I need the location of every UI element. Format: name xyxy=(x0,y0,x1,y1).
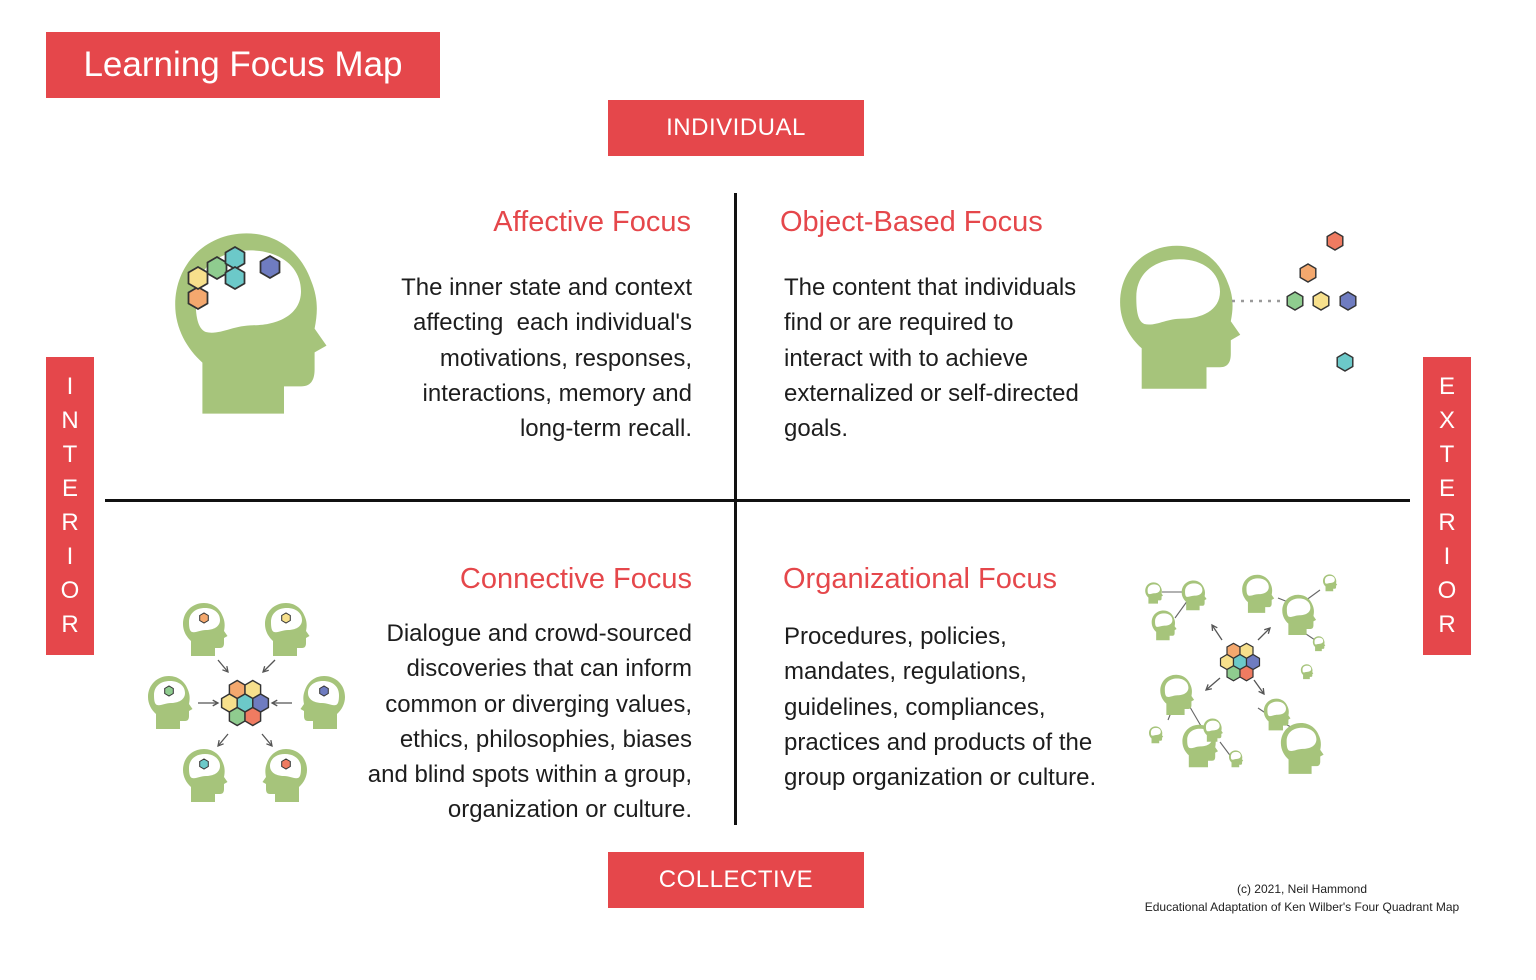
head-icon xyxy=(301,676,346,729)
head-icon xyxy=(1282,595,1316,635)
head-viewing-external-hexagons-icon xyxy=(1110,225,1370,390)
head-icon xyxy=(183,603,228,656)
head-icon xyxy=(1229,750,1243,767)
description-line: The inner state and context xyxy=(401,274,692,301)
description-line: affecting each individual's xyxy=(413,309,692,337)
head-icon xyxy=(263,749,308,802)
exterior-letter: E xyxy=(1438,475,1455,502)
organizational-focus-description xyxy=(784,619,1096,795)
hexagon-shape xyxy=(1313,292,1329,310)
interior-letter: N xyxy=(61,407,79,434)
head-icon xyxy=(1120,246,1240,389)
object-based-focus-description xyxy=(784,270,1079,446)
hexagon-shape xyxy=(200,759,209,769)
hexagon-shape xyxy=(1227,666,1240,681)
head-icon xyxy=(1313,636,1325,651)
description-line: externalized or self-directed xyxy=(784,379,1079,407)
hexagon-shape xyxy=(189,287,208,309)
individual-label: INDIVIDUAL xyxy=(608,100,864,156)
hexagon-shape xyxy=(208,257,227,279)
exterior-letter: T xyxy=(1439,441,1455,468)
description-line: motivations, responses, xyxy=(439,344,692,372)
affective-focus-title: Affective Focus xyxy=(493,206,691,238)
head-icon xyxy=(1149,726,1163,743)
head-icon xyxy=(1281,723,1324,774)
hexagon-shape xyxy=(200,613,209,623)
exterior-letter: R xyxy=(1438,509,1456,536)
credit-line-2: Educational Adaptation of Ken Wilber's Four Quadrant Map xyxy=(1144,900,1460,914)
hexagon-shape xyxy=(1240,666,1253,681)
hexagon-shape xyxy=(282,759,291,769)
interior-letter: T xyxy=(62,441,78,468)
description-line: interact with to achieve xyxy=(784,344,1029,372)
arrow-line xyxy=(1206,678,1220,690)
description-line: organization or culture. xyxy=(447,796,692,824)
description-line: interactions, memory and xyxy=(422,379,692,407)
network-link xyxy=(1175,600,1188,618)
description-line: practices and products of the xyxy=(784,728,1093,756)
description-line: The content that individuals xyxy=(784,274,1077,301)
description-line: Dialogue and crowd-sourced xyxy=(386,620,692,647)
exterior-letter: I xyxy=(1443,543,1451,570)
description-line: guidelines, compliances, xyxy=(784,693,1046,721)
hexagon-shape xyxy=(1327,232,1343,250)
arrow-line xyxy=(263,660,275,672)
network-of-heads-icon xyxy=(1140,570,1350,775)
interior-letter: O xyxy=(60,577,80,604)
credit-note xyxy=(1120,880,1484,916)
hexagon-shape xyxy=(245,708,261,726)
hexagon-shape xyxy=(1300,264,1316,282)
head-icon xyxy=(265,603,310,656)
hexagon-shape xyxy=(1337,353,1353,371)
exterior-letter: E xyxy=(1438,373,1455,400)
interior-letter: I xyxy=(66,543,74,570)
description-line: ethics, philosophies, biases xyxy=(399,725,692,753)
description-line: common or diverging values, xyxy=(385,690,692,718)
hexagon-shape xyxy=(165,686,174,696)
head-icon xyxy=(1182,581,1207,611)
hexagon-shape xyxy=(189,267,208,289)
head-icon xyxy=(1145,582,1163,603)
object-based-focus-title: Object-Based Focus xyxy=(780,206,1043,238)
affective-focus-description xyxy=(401,270,692,446)
hexagon-shape xyxy=(1340,292,1356,310)
credit-line-1: (c) 2021, Neil Hammond xyxy=(1236,882,1368,896)
interior-label xyxy=(46,357,94,655)
hexagon-shape xyxy=(229,708,245,726)
hexagon-shape xyxy=(226,267,245,289)
hexagon-shape xyxy=(261,256,280,278)
description-line: discoveries that can inform xyxy=(406,655,692,683)
connective-focus-description xyxy=(368,616,692,828)
description-line: mandates, regulations, xyxy=(784,658,1027,686)
vertical-axis-line xyxy=(734,193,737,825)
hexagon-shape xyxy=(226,247,245,269)
head-icon xyxy=(1323,574,1337,591)
head-icon xyxy=(1264,699,1291,731)
hexagon-shape xyxy=(1287,292,1303,310)
head-icon xyxy=(148,676,193,729)
interior-letter: R xyxy=(61,509,79,536)
description-line: group organization or culture. xyxy=(784,764,1097,792)
connective-focus-title: Connective Focus xyxy=(459,563,692,595)
description-line: Procedures, policies, xyxy=(784,623,1007,650)
interior-letter: E xyxy=(61,475,78,502)
description-line: long-term recall. xyxy=(519,415,692,443)
head-icon xyxy=(1152,611,1177,641)
organizational-focus-title: Organizational Focus xyxy=(783,563,1058,595)
exterior-label xyxy=(1423,357,1471,655)
collective-label: COLLECTIVE xyxy=(608,852,864,908)
description-line: and blind spots within a group, xyxy=(367,761,692,789)
hexagon-shape xyxy=(282,613,291,623)
head-icon xyxy=(1242,575,1274,613)
description-line: find or are required to xyxy=(784,309,1014,337)
head-icon xyxy=(175,233,326,413)
description-line: goals. xyxy=(784,415,849,443)
head-icon xyxy=(1160,675,1194,715)
head-icon xyxy=(1301,664,1313,679)
exterior-letter: R xyxy=(1438,611,1456,638)
arrow-line xyxy=(1258,628,1270,640)
horizontal-axis-line xyxy=(105,499,1410,502)
head-icon xyxy=(183,749,228,802)
interior-letter: I xyxy=(66,373,74,400)
heads-converging-on-hexagon-cluster-icon xyxy=(140,600,355,815)
map-title: Learning Focus Map xyxy=(46,32,440,98)
exterior-letter: X xyxy=(1438,407,1455,434)
head-with-hexagons-icon xyxy=(160,225,335,420)
interior-letter: R xyxy=(61,611,79,638)
exterior-letter: O xyxy=(1437,577,1457,604)
hexagon-shape xyxy=(320,686,329,696)
